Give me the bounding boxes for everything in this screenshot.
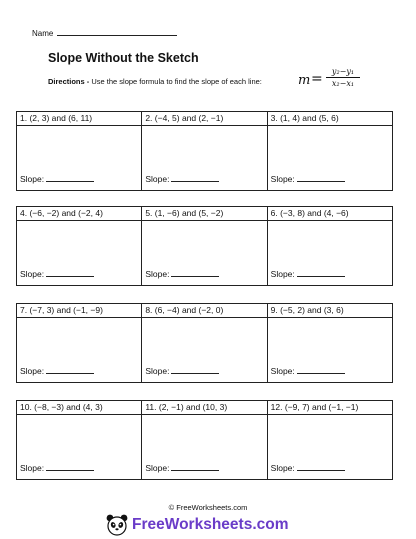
- slope-answer: [20, 173, 94, 184]
- slope-answer-blank[interactable]: [171, 365, 219, 374]
- problem-label: 4. (−6, −2) and (−2, 4): [17, 207, 141, 221]
- formula-denominator: x₂−x₁: [331, 79, 355, 88]
- name-field[interactable]: [57, 27, 177, 36]
- problem-row-4: [16, 400, 393, 480]
- slope-answer-blank[interactable]: [46, 462, 94, 471]
- problem-cell: [17, 207, 142, 285]
- slope-answer-blank[interactable]: [297, 173, 345, 182]
- slope-answer: [271, 268, 345, 279]
- slope-answer: [20, 462, 94, 473]
- slope-label: Slope:: [270, 174, 295, 184]
- brand-logo: [106, 514, 289, 536]
- problem-label: 1. (2, 3) and (6, 11): [17, 112, 141, 126]
- formula-numerator: y₂−y₁: [326, 67, 360, 78]
- problem-label: 12. (−9, 7) and (−1, −1): [268, 401, 392, 415]
- slope-answer-blank[interactable]: [297, 462, 345, 471]
- slope-answer: [20, 365, 94, 376]
- slope-answer: [20, 268, 94, 279]
- problem-cell: [142, 207, 267, 285]
- slope-answer: [145, 173, 219, 184]
- name-label: Name: [32, 29, 54, 38]
- formula-equals: =: [311, 71, 323, 87]
- slope-label: Slope:: [145, 463, 170, 473]
- slope-answer: [271, 462, 345, 473]
- formula-m: m: [298, 73, 311, 88]
- brand-name: FreeWorksheets.com: [132, 516, 289, 533]
- problem-row-2: [16, 206, 393, 286]
- slope-answer: [271, 173, 345, 184]
- problem-cell: [17, 112, 142, 190]
- slope-answer-blank[interactable]: [46, 365, 94, 374]
- slope-answer-blank[interactable]: [297, 365, 345, 374]
- slope-label: Slope:: [20, 269, 45, 279]
- slope-label: Slope:: [20, 174, 45, 184]
- slope-answer-blank[interactable]: [297, 268, 345, 277]
- problem-cell: [142, 401, 267, 479]
- problem-label: 3. (1, 4) and (5, 6): [268, 112, 392, 126]
- problem-cell: [17, 304, 142, 382]
- problem-cell: [268, 112, 392, 190]
- directions-text: [48, 77, 262, 86]
- slope-answer: [271, 365, 345, 376]
- slope-answer-blank[interactable]: [171, 462, 219, 471]
- slope-answer-blank[interactable]: [171, 268, 219, 277]
- problem-cell: [142, 304, 267, 382]
- name-row: [32, 27, 177, 38]
- problem-label: 6. (−3, 8) and (4, −6): [268, 207, 392, 221]
- slope-answer-blank[interactable]: [46, 173, 94, 182]
- slope-answer-blank[interactable]: [171, 173, 219, 182]
- problem-label: 9. (−5, 2) and (3, 6): [268, 304, 392, 318]
- problem-row-3: [16, 303, 393, 383]
- worksheet-title: Slope Without the Sketch: [48, 51, 199, 65]
- problem-label: 10. (−8, −3) and (4, 3): [17, 401, 141, 415]
- problem-label: 11. (2, −1) and (10, 3): [142, 401, 266, 415]
- problem-cell: [142, 112, 267, 190]
- problem-cell: [268, 401, 392, 479]
- slope-answer: [145, 268, 219, 279]
- slope-label: Slope:: [270, 463, 295, 473]
- slope-label: Slope:: [270, 366, 295, 376]
- directions-body: Use the slope formula to find the slope of each line:: [89, 77, 262, 86]
- slope-label: Slope:: [20, 366, 45, 376]
- slope-label: Slope:: [20, 463, 45, 473]
- slope-answer-blank[interactable]: [46, 268, 94, 277]
- directions-label: Directions -: [48, 77, 90, 86]
- problem-cell: [268, 304, 392, 382]
- problem-label: 5. (1, −6) and (5, −2): [142, 207, 266, 221]
- footer-copyright: © FreeWorksheets.com: [168, 503, 248, 512]
- slope-answer: [145, 365, 219, 376]
- slope-answer: [145, 462, 219, 473]
- problem-label: 7. (−7, 3) and (−1, −9): [17, 304, 141, 318]
- slope-label: Slope:: [145, 269, 170, 279]
- directions: [48, 67, 388, 93]
- problem-label: 2. (−4, 5) and (2, −1): [142, 112, 266, 126]
- slope-label: Slope:: [145, 366, 170, 376]
- problem-cell: [17, 401, 142, 479]
- problem-cell: [268, 207, 392, 285]
- problem-label: 8. (6, −4) and (−2, 0): [142, 304, 266, 318]
- problem-row-1: [16, 111, 393, 191]
- slope-label: Slope:: [270, 269, 295, 279]
- panda-icon: [106, 514, 128, 536]
- slope-label: Slope:: [145, 174, 170, 184]
- formula-fraction: [326, 67, 360, 88]
